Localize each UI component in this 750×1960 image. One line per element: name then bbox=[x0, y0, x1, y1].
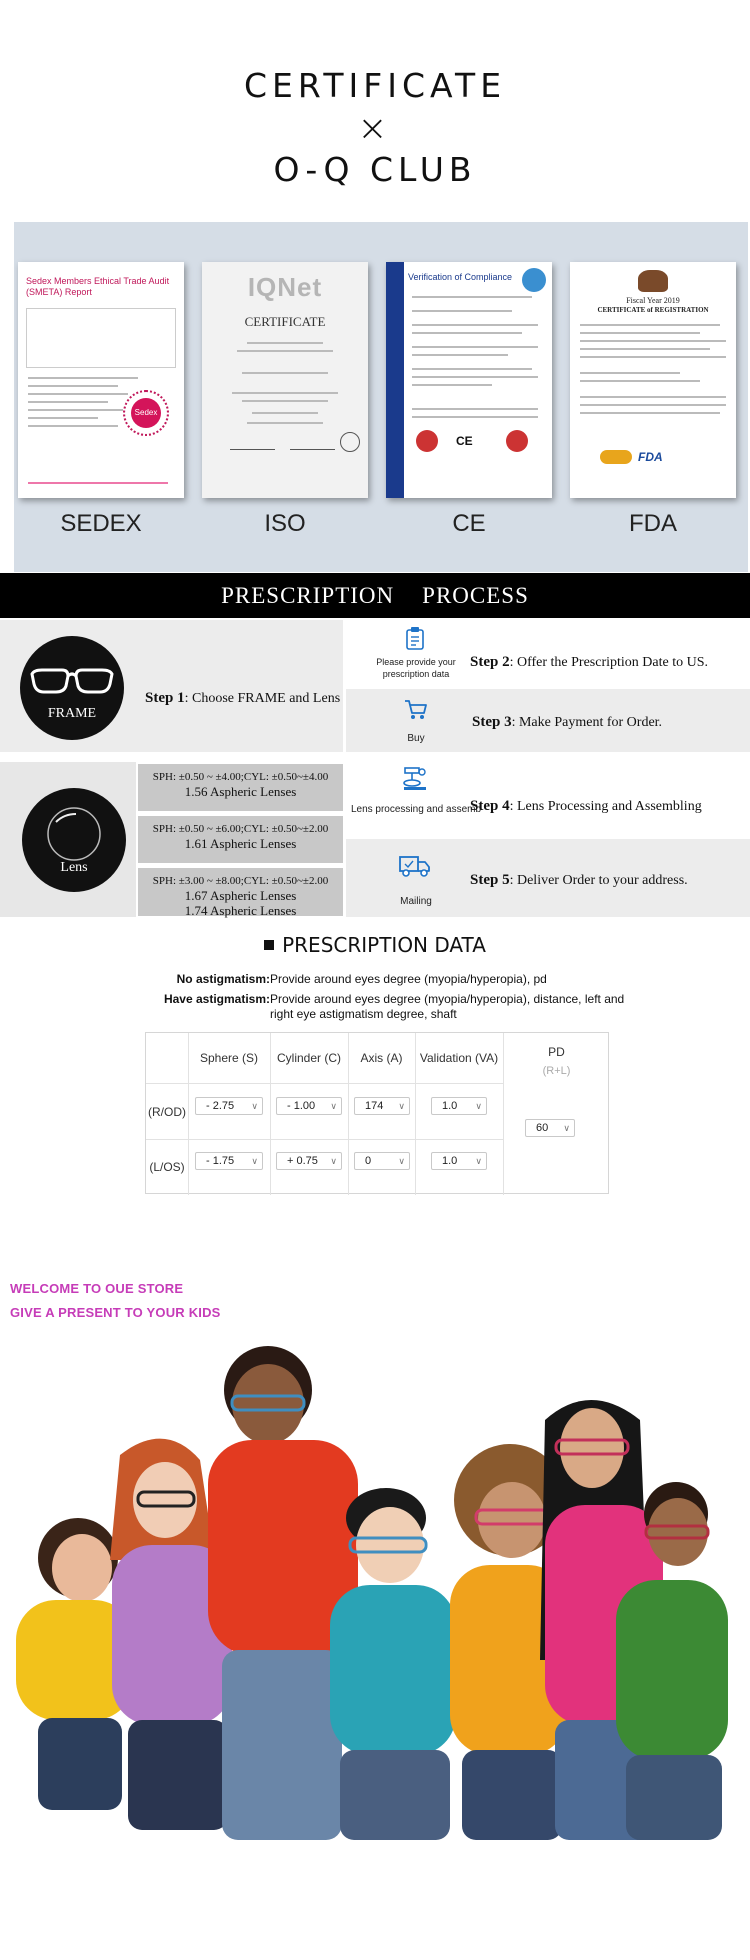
truck-icon bbox=[398, 853, 432, 879]
step5-icon-label: Mailing bbox=[400, 896, 432, 907]
chevron-down-icon: ∨ bbox=[251, 1101, 258, 1111]
frame-circle bbox=[20, 636, 124, 740]
no-astigmatism-value: Provide around eyes degree (myopia/hyperopia), pd bbox=[270, 972, 547, 986]
axis-left-select[interactable]: 0 ∨ bbox=[354, 1152, 410, 1170]
iso-label: ISO bbox=[264, 510, 306, 537]
step3-row bbox=[346, 689, 750, 752]
axis-right-select[interactable]: 174 ∨ bbox=[354, 1097, 410, 1115]
lens-option-3-name-b: 1.74 Aspheric Lenses bbox=[184, 903, 297, 918]
ce-certificate-image: Verification of Compliance CE bbox=[386, 262, 552, 498]
lens-option-2-name: 1.61 Aspheric Lenses bbox=[184, 836, 297, 851]
brand-heading: O-Q CLUB bbox=[273, 150, 477, 189]
row-label-left: (L/OS) bbox=[149, 1160, 185, 1174]
lens-processing-icon bbox=[402, 766, 428, 792]
cart-icon bbox=[404, 699, 428, 721]
clipboard-icon bbox=[404, 626, 426, 650]
sphere-right-select[interactable]: - 2.75 ∨ bbox=[195, 1097, 263, 1115]
times-symbol: × bbox=[357, 108, 393, 149]
step1-frame-block bbox=[0, 620, 343, 752]
step5-text: Step 5: Deliver Order to your address. bbox=[470, 872, 688, 888]
fda-doc-subtitle: CERTIFICATE of REGISTRATION bbox=[597, 306, 709, 314]
lens-option-1[interactable] bbox=[138, 764, 343, 811]
welcome-text: WELCOME TO OUE STORE bbox=[10, 1281, 184, 1296]
step4-text: Step 4: Lens Processing and Assembling bbox=[470, 798, 702, 814]
chevron-down-icon: ∨ bbox=[330, 1156, 337, 1166]
sedex-badge: Sedex bbox=[131, 398, 161, 428]
step3-icon-label: Buy bbox=[407, 733, 425, 744]
iso-certificate-image bbox=[202, 262, 368, 498]
lens-block bbox=[0, 762, 136, 917]
frame-circle-label: FRAME bbox=[47, 706, 97, 721]
chevron-down-icon: ∨ bbox=[398, 1101, 405, 1111]
fda-doc-year: Fiscal Year 2019 bbox=[626, 296, 680, 305]
sedex-certificate-image bbox=[18, 262, 184, 498]
lens-option-1-sph: SPH: ±0.50 ~ ±4.00;CYL: ±0.50~±4.00 bbox=[152, 771, 329, 783]
process-banner bbox=[0, 573, 750, 618]
pd-select[interactable]: 60 ∨ bbox=[525, 1119, 575, 1137]
col-pd: PD bbox=[548, 1045, 565, 1059]
chevron-down-icon: ∨ bbox=[251, 1156, 258, 1166]
lens-circle-label: Lens bbox=[60, 860, 88, 875]
row-label-right: (R/OD) bbox=[148, 1105, 186, 1119]
sedex-doc-title: Sedex Members Ethical Trade Audit (SMETA) Report bbox=[26, 276, 170, 297]
validation-left-select[interactable]: 1.0 ∨ bbox=[431, 1152, 487, 1170]
chevron-down-icon: ∨ bbox=[330, 1101, 337, 1111]
step2-text: Step 2: Offer the Prescription Date to US. bbox=[470, 654, 709, 670]
chevron-down-icon: ∨ bbox=[398, 1156, 405, 1166]
col-cylinder: Cylinder (C) bbox=[276, 1051, 341, 1065]
present-text: GIVE A PRESENT TO YOUR KIDS bbox=[10, 1305, 221, 1320]
iqnet-logo: IQNet bbox=[247, 272, 323, 302]
no-astigmatism-key: No astigmatism: bbox=[176, 972, 270, 986]
prescription-table bbox=[145, 1032, 609, 1194]
certificate-heading: CERTIFICATE bbox=[243, 66, 507, 105]
square-bullet-icon bbox=[264, 940, 274, 950]
lens-option-1-name: 1.56 Aspheric Lenses bbox=[184, 784, 297, 799]
process-title-left: PRESCRIPTION bbox=[221, 583, 395, 608]
col-sphere: Sphere (S) bbox=[199, 1051, 259, 1065]
lens-option-3-name-a: 1.67 Aspheric Lenses bbox=[184, 888, 297, 903]
ce-doc-title: Verification of Compliance bbox=[408, 272, 513, 282]
col-validation: Validation (VA) bbox=[419, 1051, 499, 1065]
step5-row bbox=[346, 839, 750, 917]
lens-icon bbox=[22, 788, 126, 892]
lens-option-2-sph: SPH: ±0.50 ~ ±6.00;CYL: ±0.50~±2.00 bbox=[152, 823, 329, 835]
chevron-down-icon: ∨ bbox=[475, 1101, 482, 1111]
chevron-down-icon: ∨ bbox=[475, 1156, 482, 1166]
lens-circle bbox=[22, 788, 126, 892]
kids-group-photo bbox=[0, 1300, 750, 1860]
step4-icon-label: Lens processing and assemb bbox=[350, 804, 482, 815]
col-axis: Axis (A) bbox=[360, 1051, 403, 1065]
process-title-right: PROCESS bbox=[422, 583, 529, 608]
sedex-label: SEDEX bbox=[60, 510, 142, 537]
cylinder-left-select[interactable]: + 0.75 ∨ bbox=[276, 1152, 342, 1170]
step2-icon-label: Please provide your prescription data bbox=[376, 657, 456, 679]
validation-right-select[interactable]: 1.0 ∨ bbox=[431, 1097, 487, 1115]
lens-option-3[interactable] bbox=[138, 868, 343, 916]
cylinder-right-select[interactable]: - 1.00 ∨ bbox=[276, 1097, 342, 1115]
step1-text: Step 1: Choose FRAME and Lens bbox=[145, 690, 341, 706]
lens-option-2[interactable] bbox=[138, 816, 343, 863]
step2-row bbox=[346, 620, 750, 687]
step3-text: Step 3: Make Payment for Order. bbox=[472, 714, 663, 730]
fda-certificate-image: Fiscal Year 2019 CERTIFICATE of REGISTRATION FDA bbox=[570, 262, 736, 498]
have-astigmatism-value: Provide around eyes degree (myopia/hyperopia), distance, left and right eye astigmatism degree, shaft bbox=[270, 992, 625, 1021]
col-pd-sub: (R+L) bbox=[542, 1065, 571, 1077]
chevron-down-icon: ∨ bbox=[563, 1123, 570, 1133]
certificates-panel bbox=[14, 222, 748, 572]
fda-label: FDA bbox=[629, 510, 677, 537]
iso-doc-title: CERTIFICATE bbox=[244, 314, 326, 329]
step4-row bbox=[346, 762, 750, 837]
ce-label: CE bbox=[452, 510, 486, 537]
prescription-data-title: PRESCRIPTION DATA bbox=[0, 933, 750, 957]
have-astigmatism-key: Have astigmatism: bbox=[163, 992, 270, 1006]
lens-option-3-sph: SPH: ±3.00 ~ ±8.00;CYL: ±0.50~±2.00 bbox=[152, 875, 329, 887]
glasses-icon bbox=[20, 636, 124, 740]
sphere-left-select[interactable]: - 1.75 ∨ bbox=[195, 1152, 263, 1170]
